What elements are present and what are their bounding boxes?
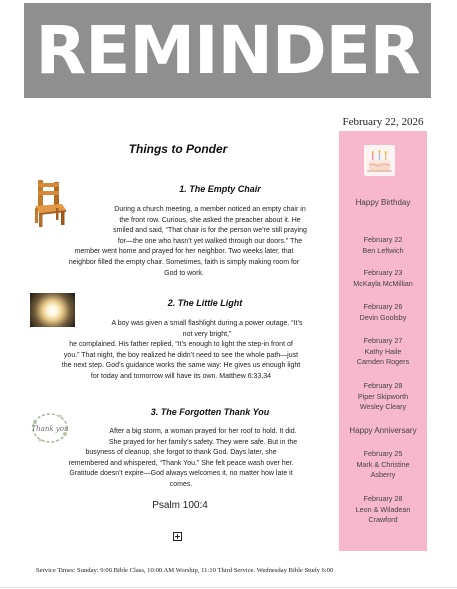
story-line: remembered and whispered, “Thank You.” She felt peace wash over her. (68, 459, 294, 467)
banner-title: REMINDER (35, 11, 420, 89)
birthday-date: February 23 (363, 268, 403, 277)
birthday-name: Devin Goolsby (359, 312, 407, 322)
birthday-name: Camden Rogers (356, 357, 410, 366)
story-text (28, 319, 334, 383)
birthday-name: McKayla McMillian (353, 278, 413, 288)
celebrations-sidebar (339, 131, 427, 551)
birthday-entry (339, 302, 427, 323)
birthday-date: February 28 (363, 381, 403, 390)
story-line: not very bright,” (182, 330, 232, 338)
page-bottom-divider (0, 587, 457, 588)
anniversary-date: February 28 (363, 494, 403, 503)
birthday-name: Ben Leftwich (362, 245, 404, 255)
story-line: Gratitude doesn’t expire—God always welcomes it, no matter how late it (69, 470, 293, 478)
birthday-date: February 22 (363, 235, 403, 244)
birthday-name: Piper Skipworth (357, 391, 409, 401)
story-line: the next step. God’s guidance works the same way: He gives us enough light (61, 362, 301, 370)
story-line: busyness of cleanup, she forgot to thank God. Days later, she (85, 449, 277, 457)
birthday-name: Wesley Cleary (359, 402, 407, 411)
section-title: Things to Ponder (128, 142, 228, 156)
story-title: 1. The Empty Chair (179, 184, 261, 194)
story-line: member went home and prayed for her neighbor. Two weeks later, that (74, 248, 294, 256)
story-line: A boy was given a small flashlight during a power outage. “It’s (111, 320, 303, 327)
reminder-banner (24, 3, 431, 98)
anniversary-names: Asberry (370, 470, 396, 479)
story-line: God to work. (164, 269, 204, 277)
story-line: you.” That night, the boy realized he didn’t need to see the whole path—just (63, 351, 299, 359)
anniversary-entry (339, 494, 427, 526)
service-times-footer: Service Times: Sunday: 9:00 Bible Class, 10:00 AM Worship, 11:10 Third Service. Wednesday Bible Study 6:00 (36, 567, 334, 574)
story-line: for today and tomorrow will have its own. Matthew 6:33,34 (90, 372, 272, 380)
birthday-cake-icon (364, 145, 395, 176)
birthday-entry (339, 336, 427, 368)
anniversary-names: Mark & Christine (356, 459, 410, 469)
story-text (36, 205, 332, 279)
birthday-date: February 26 (363, 302, 403, 311)
birthday-entry (339, 235, 427, 256)
bulletin-date: February 22, 2026 (342, 116, 424, 128)
story-line: neighbor filled the empty chair. Sometimes, faith is simply making room for (68, 258, 300, 266)
anniversary-names: Leon & Wiladean (355, 504, 411, 514)
psalm-reference: Psalm 100:4 (152, 500, 208, 511)
story-line: for—the one who hasn’t yet walked through our doors.” The (117, 237, 303, 245)
story-line: After a big storm, a woman prayed for her roof to hold. It did. (109, 428, 297, 435)
anniversary-entry (339, 449, 427, 481)
story-line: he complained. His father replied, “It’s enough to light the step-in front of (69, 341, 293, 349)
story-line: She prayed for her family’s safety. They were safe. But in the (108, 438, 298, 446)
anniversary-heading: Happy Anniversary (349, 426, 417, 435)
story-text (36, 427, 326, 491)
story-line: During a church meeting, a member noticed an empty chair in (114, 206, 306, 213)
birthday-entry (339, 381, 427, 413)
story-title: 3. The Forgotten Thank You (150, 407, 270, 417)
anniversary-date: February 25 (363, 449, 403, 458)
story-title: 2. The Little Light (167, 298, 243, 308)
add-box-icon[interactable] (173, 532, 182, 541)
birthday-date: February 27 (363, 336, 403, 345)
story-line: smiled and said, “That chair is for the person we’re still praying (113, 227, 307, 235)
story-line: comes. (169, 480, 193, 488)
svg-text:Thank you: Thank you (31, 425, 69, 433)
birthday-heading: Happy Birthday (355, 198, 411, 207)
anniversary-names: Crawford (368, 515, 398, 524)
birthday-entry (339, 268, 427, 289)
birthday-name: Kathy Haile (364, 346, 402, 356)
story-line: the front row. Curious, she asked the preacher about it. He (119, 216, 301, 224)
